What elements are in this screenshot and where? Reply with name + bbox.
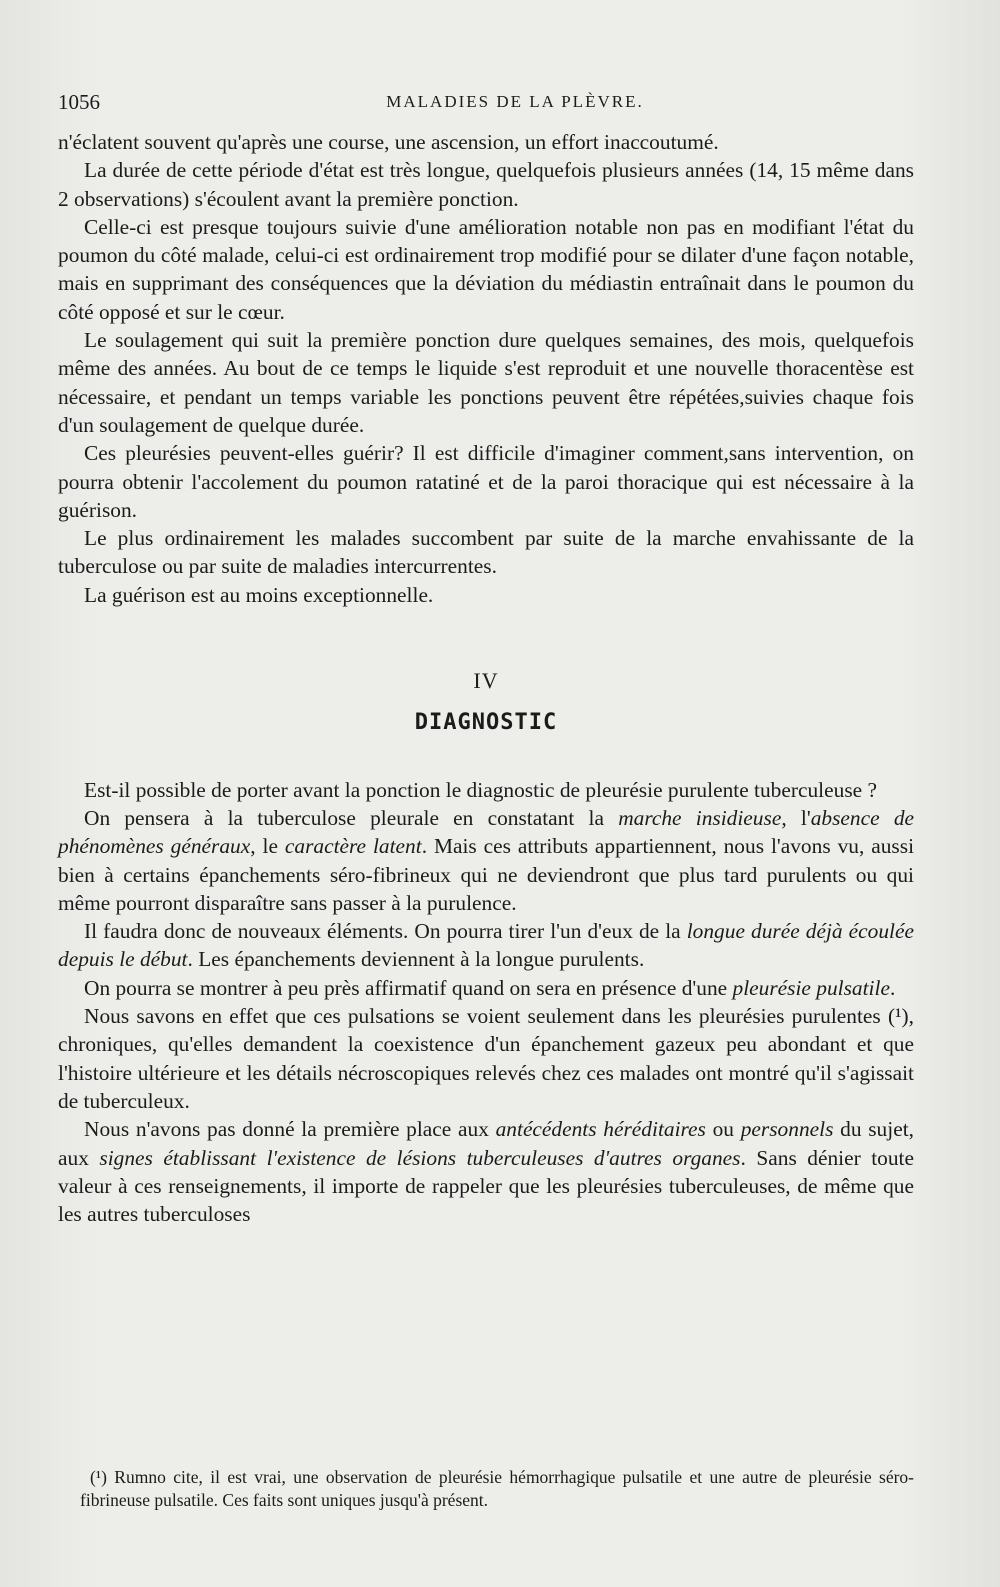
paragraph: La durée de cette période d'état est très longue, quelquefois plusieurs années (14, 15 même dans 2 observations) s'écoulent avant la première ponction. [58,158,914,211]
paragraph: n'éclatent souvent qu'après une course, une ascension, un effort inaccoutumé. [58,130,719,154]
italic-run: caractère latent [284,834,422,859]
text-run: On pourra se montrer à peu près affirmatif quand on sera en présence d'une [84,975,733,1000]
text-run: On pensera à la tuberculose pleurale en constatant la [84,805,619,830]
paragraph: Celle-ci est presque toujours suivie d'une amélioration notable non pas en modifiant l'état du poumon du côté malade, celui-ci est ordinairement trop modifié pour se dilater d'une façon notable, mais en supprimant des conséquences que la déviation du médiastin entraînait dans le poumon du côté opposé et sur le cœur. [58,214,914,324]
italic-run: antécédents héréditaires [495,1117,706,1142]
text-run: Nous savons en effet que ces pulsations se voient seulement dans les pleurésies purulentes [84,1004,881,1029]
paragraph [58,804,914,917]
text-run: , le [250,834,285,859]
running-head: MALADIES DE LA PLÈVRE. [386,92,644,111]
text-run: . Les épanchements deviennent à la longue purulents. [187,947,645,972]
footnote [80,1466,914,1512]
text-run: Il faudra donc de nouveaux éléments. On pourra tirer l'un d'eux de la [84,919,687,944]
italic-run: absence de phénomènes généraux [58,805,915,859]
italic-run: personnels [740,1117,834,1142]
text-run: , l' [781,805,811,830]
italic-run: marche insidieuse [618,805,782,830]
paragraph [58,1115,914,1228]
section-number: IV [473,668,499,694]
page-header [58,90,922,120]
text-run: Nous n'avons pas donné la première place aux [84,1117,496,1142]
italic-run: pleurésie pulsatile [732,975,890,1000]
paragraph: La guérison est au moins exceptionnelle. [84,582,434,607]
italic-run: signes établissant l'existence de lésions tuberculeuses d'autres organes [99,1145,741,1170]
text-run: . Sans dénier toute valeur à ces renseignements, il importe de rappeler que les pleurésies tuberculeuses, de même que les autres tuberculoses [58,1145,914,1227]
paragraph [58,1002,914,1115]
paragraph: Le soulagement qui suit la première ponction dure quelques semaines, des mois, quelquefois même des années. Au bout de ce temps le liquide s'est reproduit et une nouvelle thoracentèse est nécessaire, et pendant un temps variable les ponctions peuvent être répétées,suivies chaque fois d'un soulagement de quelque durée. [58,328,914,437]
paragraph [58,974,914,1002]
page-number: 1056 [58,90,100,114]
text-run: , chroniques, qu'elles demandent la coexistence d'un épanchement gazeux peu abondant et que l'histoire ultérieure et les détails nécroscopiques relevés chez ces malades ont montré qu'il s'agissait de tuberculeux. [58,1004,914,1113]
paragraph: Ces pleurésies peuvent-elles guérir? Il est difficile d'imaginer comment,sans intervention, on pourra obtenir l'accolement du poumon ratatiné et de la paroi thoracique qui est nécessaire à la guérison. [58,441,914,522]
text-run: du sujet, aux [58,1117,914,1170]
text-run: ou [705,1117,741,1142]
text-run: . [889,975,896,1000]
body-text [58,128,914,1228]
footnote-text: (¹) Rumno cite, il est vrai, une observation de pleurésie hémorrhagique pulsatile et une autre de pleurésie séro-fibrineuse pulsatile. Ces faits sont uniques jusqu'à présent. [80,1467,914,1510]
paragraph [58,917,914,974]
paragraph: Le plus ordinairement les malades succombent par suite de la marche envahissante de la tuberculose ou par suite de maladies intercurrentes. [58,526,914,579]
italic-run: longue durée déjà écoulée depuis le début [58,919,914,972]
paragraph: Est-il possible de porter avant la ponction le diagnostic de pleurésie purulente tuberculeuse ? [84,777,877,802]
section-title: DIAGNOSTIC [414,710,558,736]
text-run: . Mais ces attributs appartiennent, nous l'avons vu, aussi bien à certains épanchements séro-fibrineux qui ne deviendront que plus tard purulents ou qui même pourront disparaître sans passer à la purulence. [58,834,915,915]
footnote-marker: (¹) [887,1004,909,1029]
